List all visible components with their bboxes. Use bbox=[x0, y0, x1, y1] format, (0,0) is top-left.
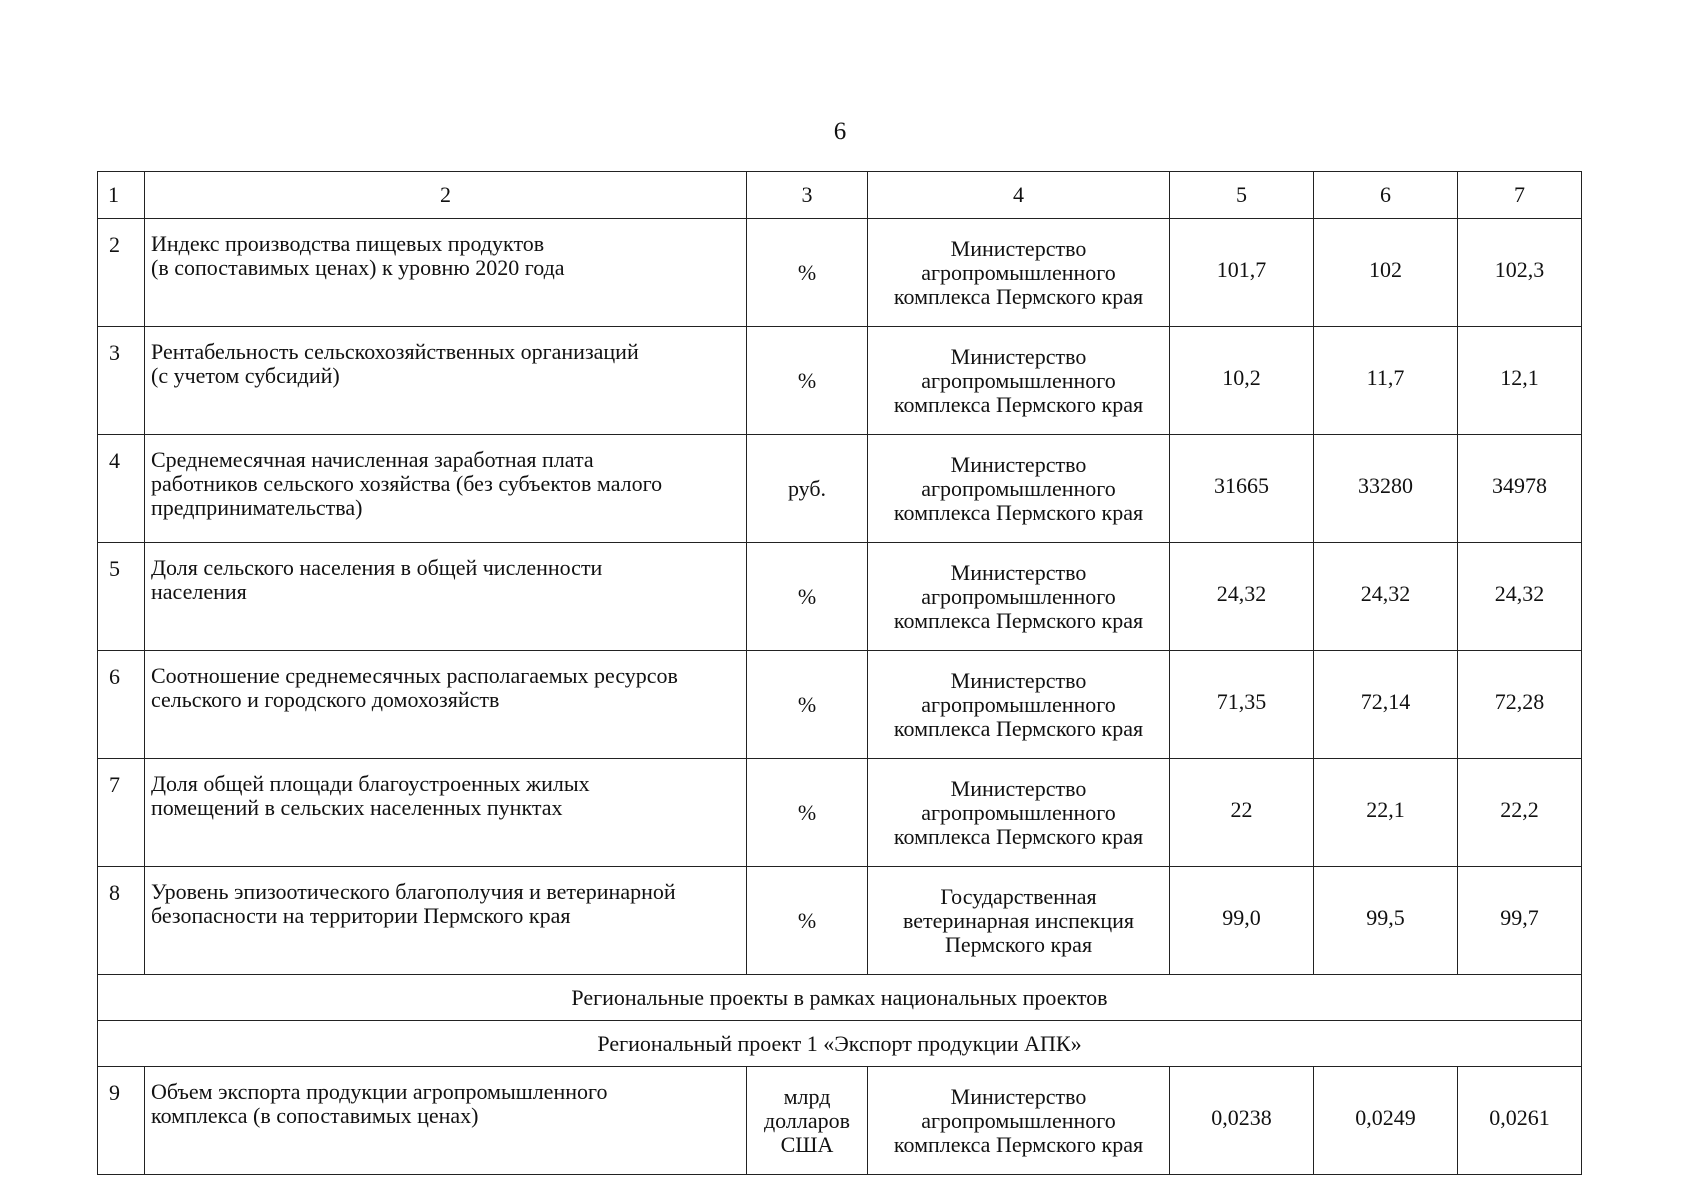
value-cell: 33280 bbox=[1314, 435, 1458, 543]
section-title: Региональные проекты в рамках национальных проектов bbox=[98, 975, 1582, 1021]
header-cell: 1 bbox=[98, 172, 145, 219]
responsible-cell: Министерство агропромышленного комплекса Пермского края bbox=[868, 759, 1170, 867]
value-cell: 102 bbox=[1314, 219, 1458, 327]
header-cell: 3 bbox=[747, 172, 868, 219]
value-cell: 101,7 bbox=[1170, 219, 1314, 327]
table-row bbox=[98, 1067, 1582, 1175]
section-row-project-1 bbox=[98, 1021, 1582, 1067]
table-row bbox=[98, 759, 1582, 867]
value-cell: 99,7 bbox=[1458, 867, 1582, 975]
row-number: 6 bbox=[98, 651, 145, 759]
indicator-name: Соотношение среднемесячных располагаемых ресурсов сельского и городского домохозяйств bbox=[145, 651, 747, 759]
responsible-cell: Государственная ветеринарная инспекция Пермского края bbox=[868, 867, 1170, 975]
table-row bbox=[98, 543, 1582, 651]
table-row bbox=[98, 219, 1582, 327]
value-cell: 0,0249 bbox=[1314, 1067, 1458, 1175]
table-row bbox=[98, 327, 1582, 435]
header-cell: 5 bbox=[1170, 172, 1314, 219]
row-number: 4 bbox=[98, 435, 145, 543]
value-cell: 12,1 bbox=[1458, 327, 1582, 435]
value-cell: 10,2 bbox=[1170, 327, 1314, 435]
value-cell: 102,3 bbox=[1458, 219, 1582, 327]
unit-cell: % bbox=[747, 543, 868, 651]
value-cell: 24,32 bbox=[1458, 543, 1582, 651]
responsible-cell: Министерство агропромышленного комплекса Пермского края bbox=[868, 1067, 1170, 1175]
value-cell: 11,7 bbox=[1314, 327, 1458, 435]
value-cell: 0,0238 bbox=[1170, 1067, 1314, 1175]
section-row-regional-projects bbox=[98, 975, 1582, 1021]
responsible-cell: Министерство агропромышленного комплекса Пермского края bbox=[868, 543, 1170, 651]
section-title: Региональный проект 1 «Экспорт продукции АПК» bbox=[98, 1021, 1582, 1067]
responsible-cell: Министерство агропромышленного комплекса Пермского края bbox=[868, 435, 1170, 543]
header-cell: 7 bbox=[1458, 172, 1582, 219]
unit-cell: млрд долларов США bbox=[747, 1067, 868, 1175]
table-row bbox=[98, 435, 1582, 543]
header-cell: 6 bbox=[1314, 172, 1458, 219]
page-number: 6 bbox=[833, 118, 847, 145]
value-cell: 22,1 bbox=[1314, 759, 1458, 867]
header-cell: 4 bbox=[868, 172, 1170, 219]
indicator-name: Индекс производства пищевых продуктов (в сопоставимых ценах) к уровню 2020 года bbox=[145, 219, 747, 327]
indicator-name: Доля сельского населения в общей численности населения bbox=[145, 543, 747, 651]
table-row bbox=[98, 867, 1582, 975]
indicator-name: Доля общей площади благоустроенных жилых помещений в сельских населенных пунктах bbox=[145, 759, 747, 867]
responsible-cell: Министерство агропромышленного комплекса Пермского края bbox=[868, 219, 1170, 327]
value-cell: 34978 bbox=[1458, 435, 1582, 543]
value-cell: 22 bbox=[1170, 759, 1314, 867]
row-number: 7 bbox=[98, 759, 145, 867]
responsible-cell: Министерство агропромышленного комплекса Пермского края bbox=[868, 651, 1170, 759]
row-number: 5 bbox=[98, 543, 145, 651]
value-cell: 72,14 bbox=[1314, 651, 1458, 759]
value-cell: 71,35 bbox=[1170, 651, 1314, 759]
indicator-name: Объем экспорта продукции агропромышленного комплекса (в сопоставимых ценах) bbox=[145, 1067, 747, 1175]
unit-cell: руб. bbox=[747, 435, 868, 543]
row-number: 3 bbox=[98, 327, 145, 435]
value-cell: 0,0261 bbox=[1458, 1067, 1582, 1175]
responsible-cell: Министерство агропромышленного комплекса Пермского края bbox=[868, 327, 1170, 435]
value-cell: 99,0 bbox=[1170, 867, 1314, 975]
row-number: 9 bbox=[98, 1067, 145, 1175]
value-cell: 72,28 bbox=[1458, 651, 1582, 759]
unit-cell: % bbox=[747, 759, 868, 867]
value-cell: 31665 bbox=[1170, 435, 1314, 543]
unit-cell: % bbox=[747, 219, 868, 327]
header-row bbox=[98, 172, 1582, 219]
indicators-table bbox=[97, 171, 1582, 1175]
indicator-name: Среднемесячная начисленная заработная плата работников сельского хозяйства (без субъектов малого предпринимательства) bbox=[145, 435, 747, 543]
unit-cell: % bbox=[747, 327, 868, 435]
indicator-name: Рентабельность сельскохозяйственных организаций (с учетом субсидий) bbox=[145, 327, 747, 435]
unit-cell: % bbox=[747, 651, 868, 759]
indicator-name: Уровень эпизоотического благополучия и ветеринарной безопасности на территории Пермского края bbox=[145, 867, 747, 975]
row-number: 8 bbox=[98, 867, 145, 975]
value-cell: 24,32 bbox=[1314, 543, 1458, 651]
header-cell: 2 bbox=[145, 172, 747, 219]
row-number: 2 bbox=[98, 219, 145, 327]
value-cell: 99,5 bbox=[1314, 867, 1458, 975]
value-cell: 22,2 bbox=[1458, 759, 1582, 867]
value-cell: 24,32 bbox=[1170, 543, 1314, 651]
unit-cell: % bbox=[747, 867, 868, 975]
table-row bbox=[98, 651, 1582, 759]
